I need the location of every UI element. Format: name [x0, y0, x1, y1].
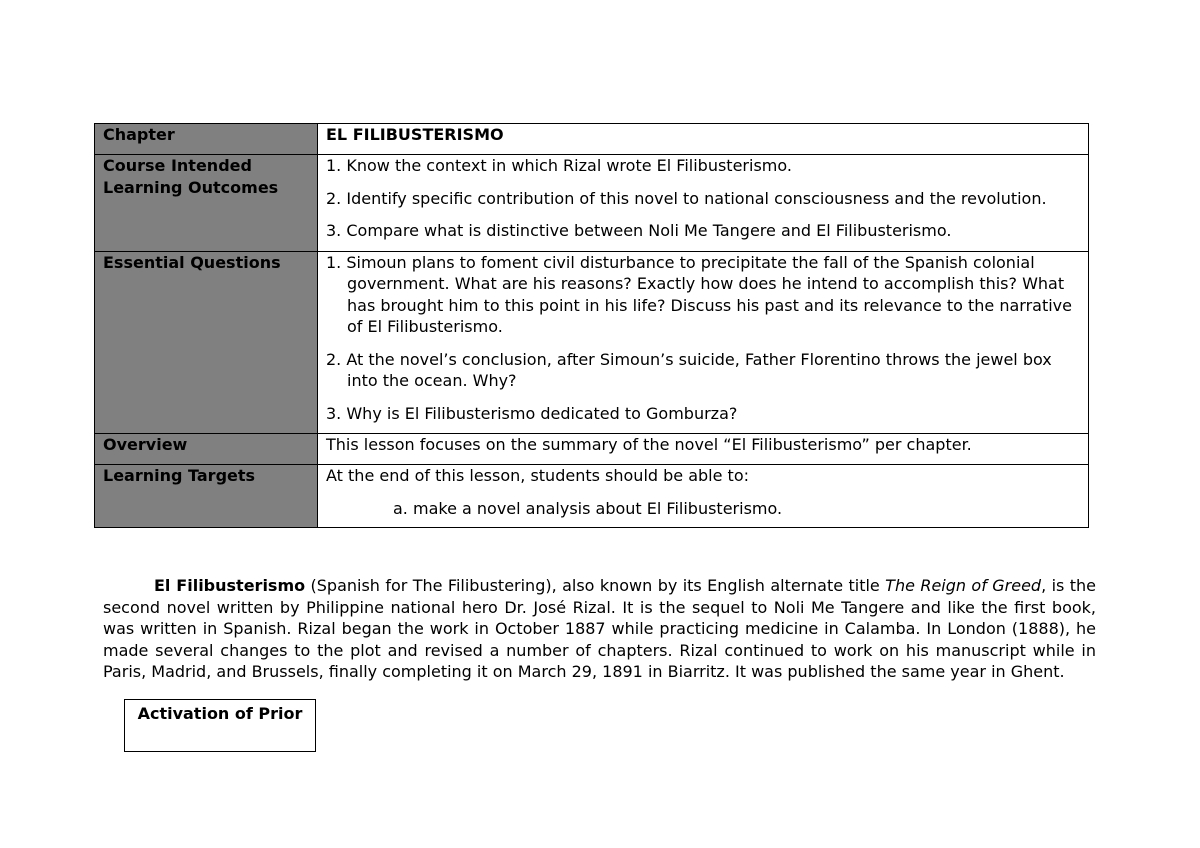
questions-row: [95, 251, 1089, 434]
targets-intro: At the end of this lesson, students should be able to:: [326, 466, 749, 485]
chapter-value: EL FILIBUSTERISMO: [318, 124, 1089, 155]
outcomes-label: Course Intended Learning Outcomes: [95, 155, 318, 252]
intro-text-2: , is the second novel written by Philippine national hero Dr. José Rizal. It is the sequel to Noli Me Tangere and like the first book, was written in Spanish. Rizal began the work in October 1887 while practicing medicine in Calamba. In London (1888), he made several changes to the plot and revised a number of chapters. Rizal continued to work on his manuscript while in Paris, Madrid, and Brussels, finally completing it on March 29, 1891 in Biarritz. It was published the same year in Ghent.: [103, 576, 1097, 681]
chapter-label: Chapter: [95, 124, 318, 155]
outcome-item: 3. Compare what is distinctive between Noli Me Tangere and El Filibusterismo.: [326, 221, 952, 240]
chapter-row: [95, 124, 1089, 155]
question-item: 1. Simoun plans to foment civil disturbance to precipitate the fall of the Spanish colonial government. What are his reasons? Exactly how does he intend to accomplish this? What has brought him to this point in his life? Discuss his past and its relevance to the narrative of El Filibusterismo.: [326, 252, 1072, 336]
outcomes-cell: [318, 155, 1089, 252]
questions-label: Essential Questions: [95, 251, 318, 434]
targets-cell: [318, 465, 1089, 528]
overview-value: This lesson focuses on the summary of the novel “El Filibusterismo” per chapter.: [318, 434, 1089, 465]
lesson-table: [94, 123, 1089, 528]
outcomes-row: [95, 155, 1089, 252]
novel-title: El Filibusterismo: [154, 576, 306, 595]
overview-label: Overview: [95, 434, 318, 465]
target-item: a. make a novel analysis about El Filibusterismo.: [393, 498, 783, 518]
question-item: 2. At the novel’s conclusion, after Simoun’s suicide, Father Florentino throws the jewel box into the ocean. Why?: [326, 349, 1052, 390]
outcome-item: 1. Know the context in which Rizal wrote El Filibusterismo.: [326, 156, 792, 175]
question-item: 3. Why is El Filibusterismo dedicated to Gomburza?: [326, 403, 738, 423]
activation-box: Activation of Prior: [124, 699, 316, 752]
overview-row: [95, 434, 1089, 465]
targets-row: [95, 465, 1089, 528]
alt-title: The Reign of Greed: [885, 576, 1042, 595]
targets-label: Learning Targets: [95, 465, 318, 528]
questions-cell: [318, 251, 1089, 434]
intro-paragraph: [103, 575, 1096, 683]
outcome-item: 2. Identify specific contribution of this novel to national consciousness and the revolution.: [326, 188, 1047, 208]
intro-text-1: (Spanish for The Filibustering), also known by its English alternate title: [305, 576, 886, 595]
